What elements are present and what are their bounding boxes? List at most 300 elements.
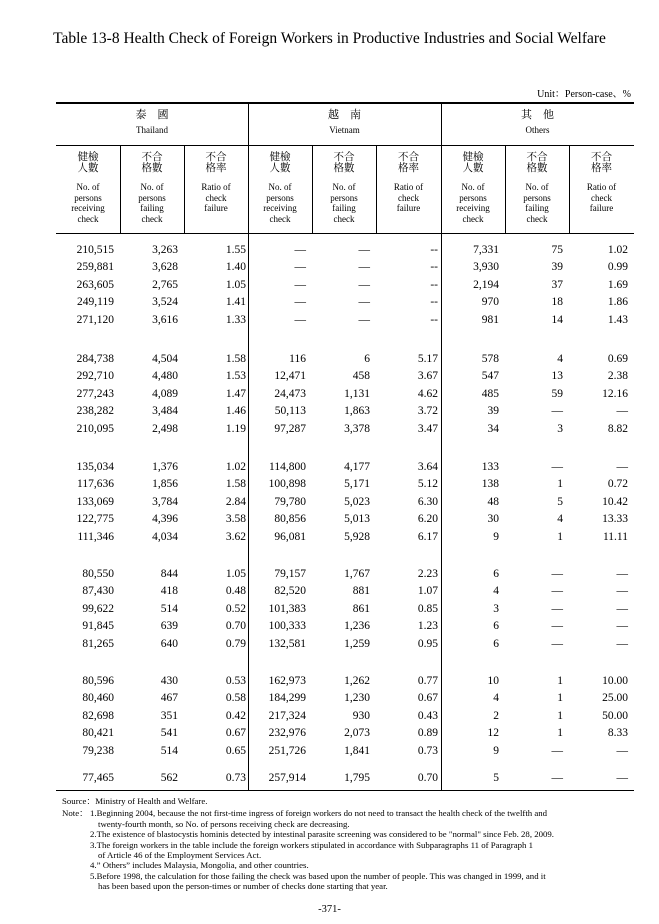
table-cell: 844 (160, 568, 178, 580)
table-row (56, 459, 634, 476)
table-cell: 1.47 (225, 387, 246, 400)
table-cell: 1.43 (607, 313, 628, 326)
table-cell: 5,023 (344, 495, 370, 508)
table-cell: 1,795 (344, 772, 370, 784)
table-cell: 39 (551, 261, 563, 274)
table-cell: 77,465 (82, 772, 114, 784)
note-line: has been based upon the person-times or number of checks done starting that year. (98, 881, 388, 892)
table-cell: 9 (493, 744, 499, 757)
table-cell: 3,263 (152, 244, 178, 256)
table-cell: 6.17 (417, 530, 438, 543)
table-row (56, 673, 634, 690)
group-header-vietnam (248, 108, 441, 138)
table-cell: 1,262 (344, 675, 370, 687)
table-cell: 3,378 (344, 422, 370, 435)
table-cell: 257,914 (268, 772, 306, 784)
note-line: 5.Before 1998, the calculation for those failing the check was based upon the number of people. This was changed in 1999, and it (90, 870, 546, 881)
table-cell: 1.55 (225, 244, 246, 256)
table-cell: 3.62 (225, 530, 246, 543)
table-cell: 7,331 (473, 244, 499, 256)
table-cell: 18 (551, 296, 563, 309)
table-cell: 13.33 (602, 513, 628, 526)
table-cell: 2.38 (607, 370, 628, 383)
table-cell: — (551, 405, 563, 418)
table-cell: — (294, 278, 306, 291)
table-cell: 162,973 (268, 675, 306, 687)
table-cell: 0.69 (607, 353, 628, 365)
subheader-en: No. of persons failing check (138, 182, 166, 224)
table-cell: — (551, 637, 563, 650)
table-cell: 1,856 (152, 478, 178, 491)
table-row (56, 368, 634, 385)
table-cell: 10 (487, 675, 499, 687)
subheader-receiving (441, 152, 505, 224)
table-cell: 263,605 (76, 278, 114, 291)
note-line: of Article 46 of the Employment Services Act. (98, 850, 262, 861)
table-row (56, 351, 634, 368)
table-row (56, 259, 634, 276)
table-cell: 122,775 (76, 513, 114, 526)
table-cell: 1.23 (417, 620, 438, 633)
subheader-en: No. of persons failing check (330, 182, 358, 224)
table-cell: 50.00 (602, 709, 628, 722)
table-cell: 639 (160, 620, 178, 633)
table-cell: 1.33 (225, 313, 246, 326)
table-cell: 37 (551, 278, 563, 291)
table-cell: 0.67 (417, 692, 438, 705)
table-cell: 1 (557, 675, 563, 687)
table-cell: 1,131 (344, 387, 370, 400)
table-cell: 1.19 (225, 422, 246, 435)
table-cell: 1 (557, 727, 563, 740)
subheader-en: Ratio of check failure (393, 182, 424, 213)
table-cell: 12,471 (274, 370, 306, 383)
table-cell: 3.47 (417, 422, 438, 435)
table-cell: 0.70 (225, 620, 246, 633)
table-cell: — (294, 244, 306, 256)
table-cell: 0.73 (225, 772, 246, 784)
table-cell: 277,243 (76, 387, 114, 400)
table-cell: 30 (487, 513, 499, 526)
table-cell: — (616, 568, 628, 580)
table-cell: 1.86 (607, 296, 628, 309)
table-cell: 8.33 (607, 727, 628, 740)
table-cell: -- (430, 261, 438, 274)
table-cell: 8.82 (607, 422, 628, 435)
group-header-rule (56, 145, 634, 146)
table-title: Table 13-8 Health Check of Foreign Workers in Productive Industries and Social Welfare (53, 30, 606, 47)
table-cell: 3,616 (152, 313, 178, 326)
table-cell: 351 (160, 709, 178, 722)
header-bottom-rule (56, 233, 634, 234)
table-row (56, 708, 634, 725)
table-cell: 1.69 (607, 278, 628, 291)
table-cell: 210,515 (76, 244, 114, 256)
table-cell: 138 (481, 478, 499, 491)
table-cell: 4,504 (152, 353, 178, 365)
table-cell: — (358, 296, 370, 309)
table-cell: 6 (493, 620, 499, 633)
table-cell: 11.11 (602, 530, 628, 543)
table-cell: 135,034 (76, 461, 114, 473)
table-cell: 1.58 (225, 478, 246, 491)
table-cell: 6.20 (417, 513, 438, 526)
table-cell: — (616, 405, 628, 418)
table-cell: — (616, 744, 628, 757)
table-cell: 79,780 (274, 495, 306, 508)
table-cell: 5,171 (344, 478, 370, 491)
table-cell: 184,299 (268, 692, 306, 705)
table-cell: 1 (557, 709, 563, 722)
table-cell: -- (430, 244, 438, 256)
table-cell: 640 (160, 637, 178, 650)
table-cell: 10.00 (602, 675, 628, 687)
table-cell: 5 (493, 772, 499, 784)
table-cell: 1.53 (225, 370, 246, 383)
note-line: 4.” Others” includes Malaysia, Mongolia, and other countries. (90, 860, 309, 871)
table-cell: 259,881 (76, 261, 114, 274)
subheader-ratio (376, 152, 441, 214)
source-line: Source：Ministry of Health and Welfare. (62, 796, 208, 806)
group-zh: 其 他 (521, 109, 554, 121)
table-cell: 861 (352, 602, 370, 615)
group-header-others (441, 108, 634, 138)
table-cell: 6.30 (417, 495, 438, 508)
table-row (56, 294, 634, 311)
table-cell: 430 (160, 675, 178, 687)
table-cell: 0.65 (225, 744, 246, 757)
table-cell: 562 (160, 772, 178, 784)
table-cell: 0.85 (417, 602, 438, 615)
table-cell: 3 (557, 422, 563, 435)
table-cell: 6 (364, 353, 370, 365)
table-cell: 82,520 (274, 585, 306, 598)
table-cell: 485 (481, 387, 499, 400)
table-cell: 75 (551, 244, 563, 256)
table-cell: 39 (487, 405, 499, 418)
table-cell: 1,259 (344, 637, 370, 650)
table-row (56, 403, 634, 420)
table-cell: 0.89 (417, 727, 438, 740)
table-cell: 2,498 (152, 422, 178, 435)
subheader-zh: 不合 格率 (205, 152, 227, 174)
table-cell: 284,738 (76, 353, 114, 365)
table-cell: 1.02 (607, 244, 628, 256)
table-cell: 981 (481, 313, 499, 326)
table-cell: 1,236 (344, 620, 370, 633)
table-cell: 418 (160, 585, 178, 598)
table-cell: — (551, 772, 563, 784)
table-cell: 50,113 (274, 405, 306, 418)
table-cell: 5.17 (417, 353, 438, 365)
table-cell: 930 (352, 709, 370, 722)
table-cell: 10.42 (602, 495, 628, 508)
table-cell: 3.67 (417, 370, 438, 383)
note-line: 3.The foreign workers in the table include the foreign workers stipulated in accordance with Subparagraphs 11 of Paragraph 1 (90, 839, 534, 850)
table-cell: 5,928 (344, 530, 370, 543)
subheader-zh: 不合 格數 (333, 152, 355, 174)
subheader-failing (505, 152, 569, 224)
table-cell: 1.40 (225, 261, 246, 274)
table-cell: 0.79 (225, 637, 246, 650)
table-cell: 514 (160, 744, 178, 757)
table-cell: 4,396 (152, 513, 178, 526)
table-cell: 80,460 (82, 692, 114, 705)
table-cell: 133,069 (76, 495, 114, 508)
table-cell: — (551, 744, 563, 757)
note-row (62, 808, 654, 891)
table-cell: 4.62 (417, 387, 438, 400)
table-cell: 79,238 (82, 744, 114, 757)
table-cell: 0.43 (417, 709, 438, 722)
table-cell: 1,376 (152, 461, 178, 473)
table-row (56, 770, 634, 787)
table-cell: 1,863 (344, 405, 370, 418)
table-cell: 80,421 (82, 727, 114, 740)
subheader-failing (312, 152, 376, 224)
subheader-zh: 健檢 人數 (462, 152, 484, 174)
group-header-thailand (56, 108, 248, 138)
table-row (56, 494, 634, 511)
table-cell: 9 (493, 530, 499, 543)
subheader-ratio (184, 152, 248, 214)
table-cell: 4,034 (152, 530, 178, 543)
table-cell: 4,089 (152, 387, 178, 400)
table-cell: — (551, 461, 563, 473)
table-cell: -- (430, 313, 438, 326)
table-cell: 292,710 (76, 370, 114, 383)
table-cell: 4,480 (152, 370, 178, 383)
table-cell: 458 (352, 370, 370, 383)
table-cell: — (616, 461, 628, 473)
table-cell: 80,856 (274, 513, 306, 526)
table-cell: 1.46 (225, 405, 246, 418)
table-cell: 4 (493, 692, 499, 705)
table-cell: 271,120 (76, 313, 114, 326)
subheader-zh: 不合 格數 (141, 152, 163, 174)
table-cell: 2.23 (417, 568, 438, 580)
table-cell: 1.07 (417, 585, 438, 598)
table-cell: 3.58 (225, 513, 246, 526)
table-cell: 0.73 (417, 744, 438, 757)
table-cell: 3,484 (152, 405, 178, 418)
table-cell: — (616, 602, 628, 615)
subheader-en: Ratio of check failure (586, 182, 617, 213)
table-cell: 1.05 (225, 568, 246, 580)
table-cell: 0.72 (607, 478, 628, 491)
table-cell: — (294, 313, 306, 326)
table-row (56, 636, 634, 653)
table-cell: — (358, 261, 370, 274)
table-row (56, 583, 634, 600)
table-cell: 3,628 (152, 261, 178, 274)
table-cell: 5.12 (417, 478, 438, 491)
table-cell: -- (430, 296, 438, 309)
table-cell: — (551, 620, 563, 633)
table-cell: 3,524 (152, 296, 178, 309)
note-line: 1.Beginning 2004, because the not first-time ingress of foreign workers do not need to transact the health check of the twelfth and (90, 808, 548, 819)
health-check-table (56, 102, 634, 791)
table-cell: 541 (160, 727, 178, 740)
table-row (56, 511, 634, 528)
table-cell: — (358, 313, 370, 326)
table-cell: 116 (289, 353, 306, 365)
table-cell: 3,930 (473, 261, 499, 274)
table-cell: — (616, 585, 628, 598)
table-cell: 1.41 (225, 296, 246, 309)
table-row (56, 601, 634, 618)
table-cell: 0.77 (417, 675, 438, 687)
table-row (56, 529, 634, 546)
table-cell: — (616, 620, 628, 633)
table-cell: 3 (493, 602, 499, 615)
table-cell: 210,095 (76, 422, 114, 435)
table-cell: 1.02 (225, 461, 246, 473)
table-cell: 0.48 (225, 585, 246, 598)
table-cell: — (551, 602, 563, 615)
table-cell: 6 (493, 637, 499, 650)
table-cell: 1 (557, 478, 563, 491)
table-cell: 0.58 (225, 692, 246, 705)
subheader-en: Ratio of check failure (201, 182, 231, 213)
table-cell: 238,282 (76, 405, 114, 418)
table-cell: 2 (493, 709, 499, 722)
subheader-zh: 不合 格數 (526, 152, 548, 174)
table-cell: 1,767 (344, 568, 370, 580)
table-cell: 5 (557, 495, 563, 508)
table-cell: 2,765 (152, 278, 178, 291)
table-cell: 99,622 (82, 602, 114, 615)
table-cell: 0.53 (225, 675, 246, 687)
table-cell: 2.84 (225, 495, 246, 508)
table-cell: 0.95 (417, 637, 438, 650)
subheader-receiving (248, 152, 312, 224)
group-en: Others (525, 125, 550, 135)
table-cell: -- (430, 278, 438, 291)
table-cell: 0.42 (225, 709, 246, 722)
group-en: Thailand (136, 125, 168, 135)
table-cell: 3.64 (417, 461, 438, 473)
table-cell: — (294, 261, 306, 274)
table-cell: 970 (481, 296, 499, 309)
table-cell: 59 (551, 387, 563, 400)
table-cell: 4 (493, 585, 499, 598)
table-cell: 4 (557, 353, 563, 365)
subheader-en: No. of persons receiving check (456, 182, 490, 224)
table-cell: 79,157 (274, 568, 306, 580)
table-cell: 111,346 (77, 530, 114, 543)
table-top-rule (56, 102, 634, 104)
table-cell: 547 (481, 370, 499, 383)
table-cell: 80,550 (82, 568, 114, 580)
table-row (56, 277, 634, 294)
table-row (56, 743, 634, 760)
subheader-zh: 不合 格率 (398, 152, 419, 174)
subheader-ratio (569, 152, 634, 214)
notes-block (62, 796, 654, 892)
table-cell: 91,845 (82, 620, 114, 633)
table-cell: 5,013 (344, 513, 370, 526)
table-cell: 249,119 (77, 296, 114, 309)
unit-label: Unit：Person-case、% (537, 89, 631, 100)
note-label: Note： (62, 808, 88, 819)
page-number: -371- (318, 904, 341, 915)
table-cell: 232,976 (268, 727, 306, 740)
table-cell: 133 (481, 461, 499, 473)
table-cell: 24,473 (274, 387, 306, 400)
table-cell: 1.58 (225, 353, 246, 365)
table-cell: 3,784 (152, 495, 178, 508)
table-cell: 4 (557, 513, 563, 526)
table-cell: 4,177 (344, 461, 370, 473)
table-cell: 0.52 (225, 602, 246, 615)
table-cell: 80,596 (82, 675, 114, 687)
table-cell: 0.70 (417, 772, 438, 784)
table-cell: — (551, 568, 563, 580)
group-en: Vietnam (329, 125, 360, 135)
table-cell: — (616, 772, 628, 784)
table-cell: 1 (557, 692, 563, 705)
table-cell: 87,430 (82, 585, 114, 598)
table-cell: 2,073 (344, 727, 370, 740)
note-line: 2.The existence of blastocystis hominis detected by intestinal parasite screening was considered to be "normal" since Feb. 28, 2009. (90, 829, 555, 840)
table-row (56, 386, 634, 403)
subheader-zh: 健檢 人數 (269, 152, 291, 174)
table-cell: — (616, 637, 628, 650)
group-zh: 泰 國 (135, 109, 169, 121)
table-cell: 1,841 (344, 744, 370, 757)
subheader-en: No. of persons receiving check (71, 182, 105, 224)
table-cell: 12.16 (602, 387, 628, 400)
table-row (56, 566, 634, 583)
table-cell: 3.72 (417, 405, 438, 418)
table-cell: 2,194 (473, 278, 499, 291)
table-cell: 251,726 (268, 744, 306, 757)
table-row (56, 690, 634, 707)
table-cell: 1.05 (225, 278, 246, 291)
table-cell: 467 (160, 692, 178, 705)
table-cell: — (358, 244, 370, 256)
table-row (56, 476, 634, 493)
table-cell: 96,081 (274, 530, 306, 543)
table-cell: 100,898 (268, 478, 306, 491)
table-cell: 6 (493, 568, 499, 580)
table-cell: 25.00 (602, 692, 628, 705)
table-cell: 881 (352, 585, 370, 598)
subheader-failing (120, 152, 184, 224)
table-cell: 34 (487, 422, 499, 435)
table-cell: 12 (487, 727, 499, 740)
table-cell: 114,800 (269, 461, 306, 473)
table-row (56, 725, 634, 742)
table-cell: 14 (551, 313, 563, 326)
table-cell: 101,383 (268, 602, 306, 615)
table-cell: 13 (551, 370, 563, 383)
subheader-en: No. of persons failing check (523, 182, 551, 224)
subheader-zh: 健檢 人數 (77, 152, 99, 174)
table-row (56, 618, 634, 635)
note-line: twenty-fourth month, so No. of persons receiving check are decreasing. (98, 818, 350, 829)
table-cell: 100,333 (268, 620, 306, 633)
table-cell: 1 (557, 530, 563, 543)
table-cell: 514 (160, 602, 178, 615)
table-cell: 97,287 (274, 422, 306, 435)
table-cell: 81,265 (82, 637, 114, 650)
table-cell: 578 (481, 353, 499, 365)
subheader-receiving (56, 152, 120, 224)
table-row (56, 421, 634, 438)
table-row (56, 242, 634, 259)
